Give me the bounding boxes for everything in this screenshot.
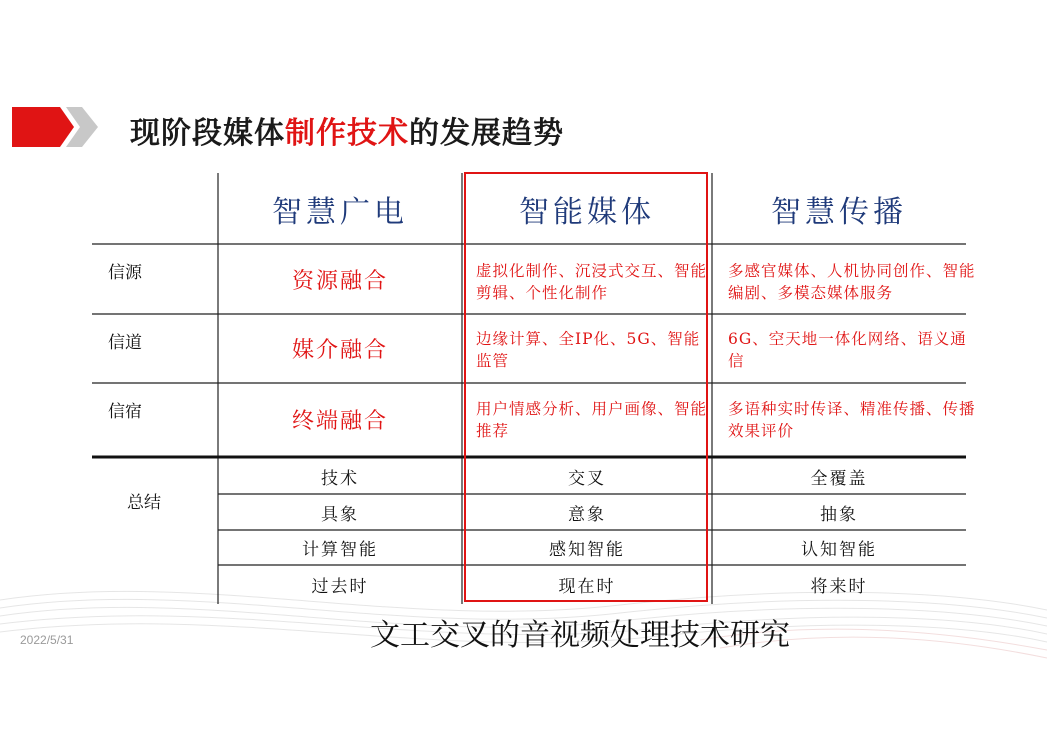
summary-cell: 现在时	[558, 576, 616, 597]
title-highlight: 制作技术	[285, 116, 409, 151]
fusion-resource: 资源融合	[291, 268, 388, 294]
media-desc-channel: 边缘计算、全IP化、5G、智能监管	[476, 330, 701, 370]
summary-cell: 技术	[321, 469, 359, 489]
summary-cell: 感知智能	[549, 540, 625, 560]
column-header-smart-media: 智能媒体	[519, 195, 655, 230]
footer-caption: 文工交叉的音视频处理技术研究	[370, 618, 790, 653]
media-desc-source: 虚拟化制作、沉浸式交互、智能剪辑、个性化制作	[476, 262, 708, 302]
summary-cell: 将来时	[810, 576, 868, 597]
column-header-smart-communication: 智慧传播	[771, 195, 907, 230]
summary-cell: 过去时	[311, 576, 369, 597]
fusion-medium: 媒介融合	[291, 338, 388, 363]
summary-cell: 计算智能	[302, 540, 378, 560]
column-header-smart-broadcast: 智慧广电	[272, 195, 408, 230]
summary-cell: 意象	[568, 504, 606, 525]
row-label-source: 信源	[108, 262, 142, 283]
summary-cell: 认知智能	[801, 540, 877, 560]
fusion-terminal: 终端融合	[291, 408, 388, 434]
row-label-channel: 信道	[108, 332, 142, 353]
slide-date: 2022/5/31	[20, 633, 74, 647]
row-label-sink: 信宿	[108, 401, 142, 422]
comm-desc-sink: 多语种实时传译、精准传播、传播效果评价	[728, 400, 976, 440]
summary-cell: 抽象	[820, 504, 858, 525]
title-part-2: 的发展趋势	[409, 116, 564, 151]
summary-cell: 具象	[321, 504, 359, 525]
comm-desc-source: 多感官媒体、人机协同创作、智能编剧、多模态媒体服务	[728, 262, 976, 302]
media-desc-sink: 用户情感分析、用户画像、智能推荐	[476, 400, 708, 440]
comm-desc-channel: 6G、空天地一体化网络、语义通信	[728, 330, 967, 370]
summary-cell: 交叉	[568, 469, 606, 489]
title-part-1: 现阶段媒体	[130, 116, 285, 151]
summary-cell: 全覆盖	[810, 469, 868, 489]
summary-label: 总结	[127, 492, 161, 513]
